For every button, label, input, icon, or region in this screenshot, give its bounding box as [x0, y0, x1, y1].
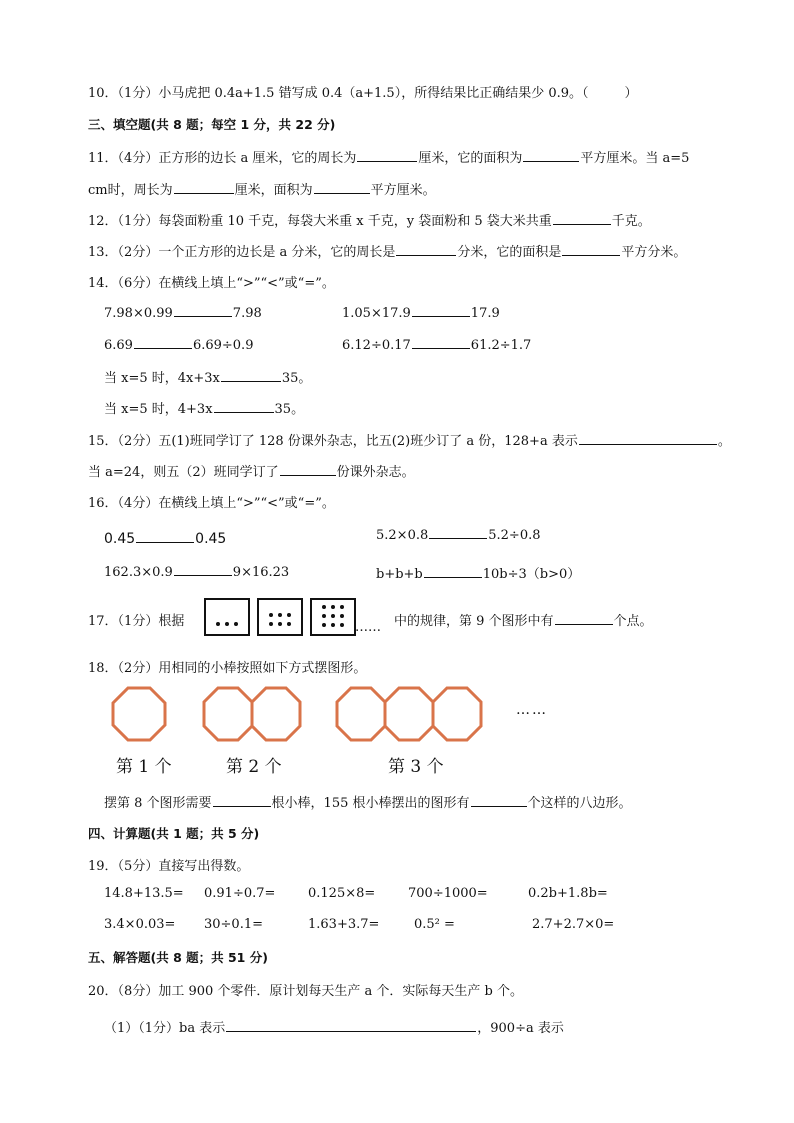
expr: b+b+b: [376, 567, 423, 582]
question-11-cont: [88, 179, 436, 198]
answer-blank[interactable]: [424, 565, 482, 578]
section-3-heading: 三、填空题(共 8 题；每空 1 分，共 22 分): [88, 117, 336, 132]
q12-text-b: 千克。: [611, 214, 651, 229]
section-5-heading: 五、解答题(共 8 题；共 51 分): [88, 950, 268, 965]
dot: [331, 623, 335, 627]
answer-blank[interactable]: [174, 181, 234, 194]
question-15-cont: [88, 461, 415, 480]
dot: [331, 614, 335, 618]
answer-blank[interactable]: [213, 794, 271, 807]
dot: [225, 622, 229, 626]
figures-ellipsis: ……: [516, 702, 548, 718]
q14-row4: [104, 398, 304, 417]
q13-text-c: 平方分米。: [621, 245, 687, 260]
calc-item: 700÷1000=: [408, 886, 488, 901]
calc-item: 3.4×0.03=: [104, 917, 176, 932]
answer-blank[interactable]: [136, 530, 194, 543]
dot-box-6: [257, 598, 303, 636]
calc-item: 14.8+13.5=: [104, 886, 184, 901]
answer-blank[interactable]: [579, 432, 717, 445]
dot: [216, 622, 220, 626]
question-20-title: 20．（8分）加工 900 个零件．原计划每天生产 a 个．实际每天生产 b 个。: [88, 984, 523, 999]
question-11: [88, 147, 689, 166]
dot: [340, 623, 344, 627]
octagon-group: [113, 688, 481, 740]
octagon: [433, 688, 481, 740]
dot: [340, 614, 344, 618]
expr: 10b÷3（b>0）: [482, 567, 581, 582]
octagon: [113, 688, 165, 740]
q17-text-b: 中的规律，第 9 个图形中有: [394, 614, 554, 629]
dot: [340, 605, 344, 609]
expr: 35。: [274, 402, 305, 417]
answer-blank[interactable]: [174, 304, 232, 317]
dot: [278, 622, 282, 626]
q18-text-c: 个这样的八边形。: [527, 796, 632, 811]
answer-blank[interactable]: [555, 612, 613, 625]
question-17-cont: [394, 610, 653, 629]
question-13: [88, 241, 686, 260]
question-15: [88, 430, 731, 449]
q13-text-a: 13．（2分）一个正方形的边长是 a 分米，它的周长是: [88, 245, 396, 260]
dot: [287, 613, 291, 617]
answer-blank[interactable]: [280, 463, 336, 476]
answer-blank[interactable]: [214, 400, 274, 413]
caption-figure-3: 第 3 个: [388, 757, 444, 777]
calc-item: 0.91÷0.7=: [204, 886, 276, 901]
answer-blank[interactable]: [174, 563, 232, 576]
octagon: [337, 688, 385, 740]
dot: [269, 613, 273, 617]
expr: 6.12÷0.17: [342, 338, 411, 353]
q18-text-a: 摆第 8 个图形需要: [104, 796, 212, 811]
expr: 7.98: [232, 306, 262, 321]
dot: [278, 613, 282, 617]
answer-blank[interactable]: [562, 243, 620, 256]
question-20-part-1: [104, 1017, 564, 1036]
section-4-heading: 四、计算题(共 1 题；共 5 分): [88, 826, 260, 841]
calc-item: 0.2b+1.8b=: [528, 886, 608, 901]
dot: [322, 623, 326, 627]
expr: 0.45: [195, 531, 227, 547]
q11-text-d: cm时，周长为: [88, 183, 173, 198]
q18-text-b: 根小棒，155 根小棒摆出的图形有: [271, 796, 470, 811]
dot-pattern-ellipsis: ……: [355, 620, 381, 635]
expr: 9×16.23: [232, 565, 290, 580]
question-10: [88, 82, 638, 101]
calc-item: 1.63+3.7=: [308, 917, 380, 932]
q11-text-f: 平方厘米。: [370, 183, 436, 198]
caption-figure-1: 第 1 个: [116, 757, 172, 777]
q11-text-c: 平方厘米。当 a=5: [580, 151, 690, 166]
q20-text-a: （1）（1分）ba 表示: [104, 1021, 226, 1036]
q14-row1-right: [342, 304, 500, 321]
question-10-close: ）: [624, 86, 638, 101]
q16-row2-left: [104, 563, 289, 580]
q14-row3: [104, 367, 311, 386]
answer-blank[interactable]: [314, 181, 370, 194]
question-19-title: 19．（5分）直接写出得数。: [88, 859, 250, 874]
answer-blank[interactable]: [553, 212, 611, 225]
caption-figure-2: 第 2 个: [226, 757, 282, 777]
octagon: [385, 688, 433, 740]
expr: 5.2×0.8: [376, 528, 429, 543]
question-12: [88, 210, 651, 229]
dot: [331, 605, 335, 609]
expr: 162.3×0.9: [104, 565, 173, 580]
expr: 1.05×17.9: [342, 306, 411, 321]
q15-text-b: 。: [717, 434, 731, 449]
answer-blank[interactable]: [429, 526, 487, 539]
question-14-title: 14．（6分）在横线上填上“>”“<”或“=”。: [88, 276, 335, 291]
answer-blank[interactable]: [226, 1019, 476, 1032]
q17-text-c: 个点。: [613, 614, 653, 629]
q12-text-a: 12．（1分）每袋面粉重 10 千克，每袋大米重 x 千克，y 袋面粉和 5 袋大米共重: [88, 214, 552, 229]
expr: 当 x=5 时，4+3x: [104, 402, 213, 417]
question-10-text: 10．（1分）小马虎把 0.4a+1.5 错写成 0.4（a+1.5），所得结果比正确结果少 0.9。（: [88, 86, 589, 101]
answer-blank[interactable]: [221, 369, 281, 382]
question-18-title: 18．（2分）用相同的小棒按照如下方式摆图形。: [88, 661, 367, 676]
octagon: [204, 688, 252, 740]
q14-row2-right: [342, 336, 531, 353]
expr: 当 x=5 时，4x+3x: [104, 371, 220, 386]
dot: [269, 622, 273, 626]
q13-text-b: 分米，它的面积是: [457, 245, 562, 260]
expr: 6.69÷0.9: [192, 338, 254, 353]
q14-row1-left: [104, 304, 262, 321]
calc-item: 0.125×8=: [308, 886, 376, 901]
calc-item: 2.7+2.7×0=: [532, 917, 615, 932]
q16-row1-left: [104, 530, 226, 547]
octagon-figures: [108, 682, 508, 748]
expr: 17.9: [470, 306, 500, 321]
octagon: [252, 688, 300, 740]
calc-item: 0.5² =: [414, 917, 455, 932]
question-18-answer: [104, 792, 632, 811]
answer-blank[interactable]: [523, 149, 579, 162]
answer-blank[interactable]: [357, 149, 417, 162]
answer-blank[interactable]: [412, 304, 470, 317]
answer-blank[interactable]: [412, 336, 470, 349]
q11-text-e: 厘米，面积为: [234, 183, 313, 198]
expr: 5.2÷0.8: [488, 528, 541, 543]
dot: [287, 622, 291, 626]
q11-text-a: 11．（4分）正方形的边长 a 厘米，它的周长为: [88, 151, 357, 166]
calc-item: 30÷0.1=: [204, 917, 264, 932]
answer-blank[interactable]: [471, 794, 527, 807]
dot-box-3: [204, 598, 250, 636]
question-17: 17．（1分）根据: [88, 614, 185, 629]
q16-row2-right: [376, 563, 580, 582]
expr: 35。: [281, 371, 312, 386]
q15-text-a: 15．（2分）五(1)班同学订了 128 份课外杂志，比五(2)班少订了 a 份，128+a 表示: [88, 434, 578, 449]
dot: [322, 614, 326, 618]
q15-text-d: 份课外杂志。: [336, 465, 415, 480]
q14-row2-left: [104, 336, 253, 353]
expr: 7.98×0.99: [104, 306, 173, 321]
q11-text-b: 厘米，它的面积为: [418, 151, 523, 166]
expr: 0.45: [104, 531, 136, 547]
dot-box-9: [310, 598, 356, 636]
q20-text-b: ，900÷a 表示: [477, 1021, 564, 1036]
question-16-title: 16．（4分）在横线上填上“>”“<”或“=”。: [88, 496, 335, 511]
answer-blank[interactable]: [134, 336, 192, 349]
dot-pattern: [204, 598, 356, 636]
dot: [322, 605, 326, 609]
q15-text-c: 当 a=24，则五（2）班同学订了: [88, 465, 279, 480]
dot: [234, 622, 238, 626]
expr: 61.2÷1.7: [470, 338, 532, 353]
answer-blank[interactable]: [396, 243, 456, 256]
expr: 6.69: [104, 338, 133, 353]
q16-row1-right: [376, 526, 541, 543]
